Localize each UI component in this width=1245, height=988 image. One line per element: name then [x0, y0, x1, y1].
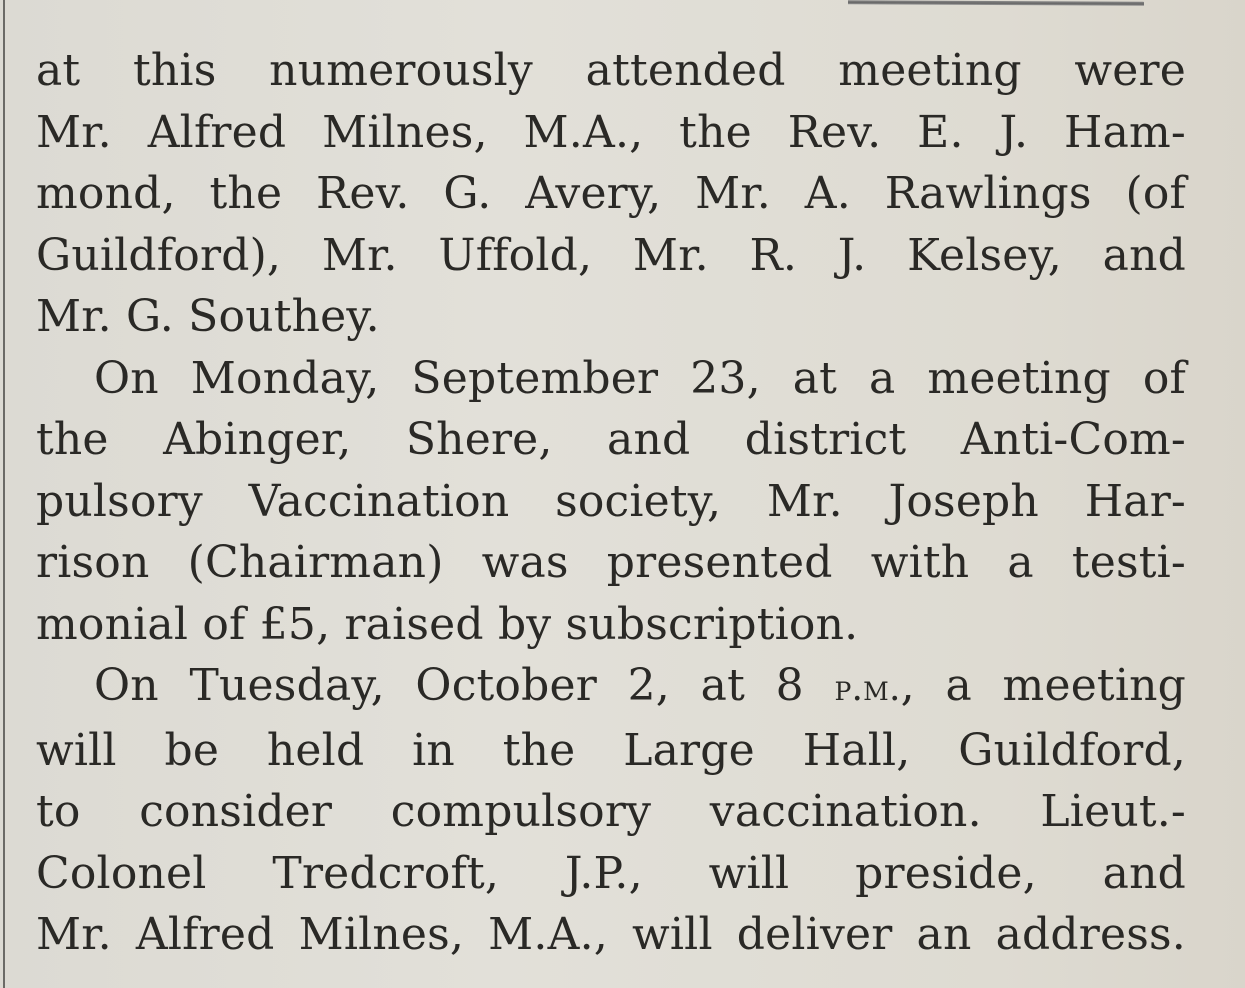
section-divider-rule: [848, 0, 1144, 6]
text-line: Guildford), Mr. Uffold, Mr. R. J. Kelsey, and: [36, 229, 1186, 281]
text-line: monial of £5, raised by subscription.: [36, 598, 859, 650]
text-line: pulsory Vaccination society, Mr. Joseph Har-: [36, 475, 1186, 527]
text-line: [36, 655, 1186, 720]
paragraph-attendees: [36, 40, 1186, 348]
text-line: at this numerously attended meeting were: [36, 45, 1186, 96]
text-segment: On Tuesday, October 2, at 8: [94, 660, 835, 711]
text-line: Mr. Alfred Milnes, M.A., the Rev. E. J. Ham-: [36, 106, 1186, 158]
text-line: Mr. Alfred Milnes, M.A., will deliver an address.: [36, 909, 1186, 960]
text-line: will be held in the Large Hall, Guildford,: [36, 724, 1186, 776]
text-line: to consider compulsory vaccination. Lieut.-: [36, 786, 1186, 837]
text-line: rison (Chairman) was presented with a testi-: [36, 537, 1186, 588]
text-line: mond, the Rev. G. Avery, Mr. A. Rawlings (of: [36, 168, 1186, 219]
text-line: On Monday, September 23, at a meeting of: [94, 352, 1186, 404]
time-abbreviation: p.m.: [834, 668, 901, 709]
column-rule-left: [3, 0, 5, 988]
text-line: Colonel Tredcroft, J.P., will preside, and: [36, 847, 1186, 899]
paragraph-upcoming-meeting: [36, 655, 1186, 966]
text-segment: , a meeting: [900, 660, 1186, 711]
paragraph-testimonial: [36, 348, 1186, 656]
text-line: Mr. G. Southey.: [36, 291, 380, 342]
article-text: [36, 40, 1186, 966]
text-line: the Abinger, Shere, and district Anti-Com-: [36, 414, 1186, 465]
